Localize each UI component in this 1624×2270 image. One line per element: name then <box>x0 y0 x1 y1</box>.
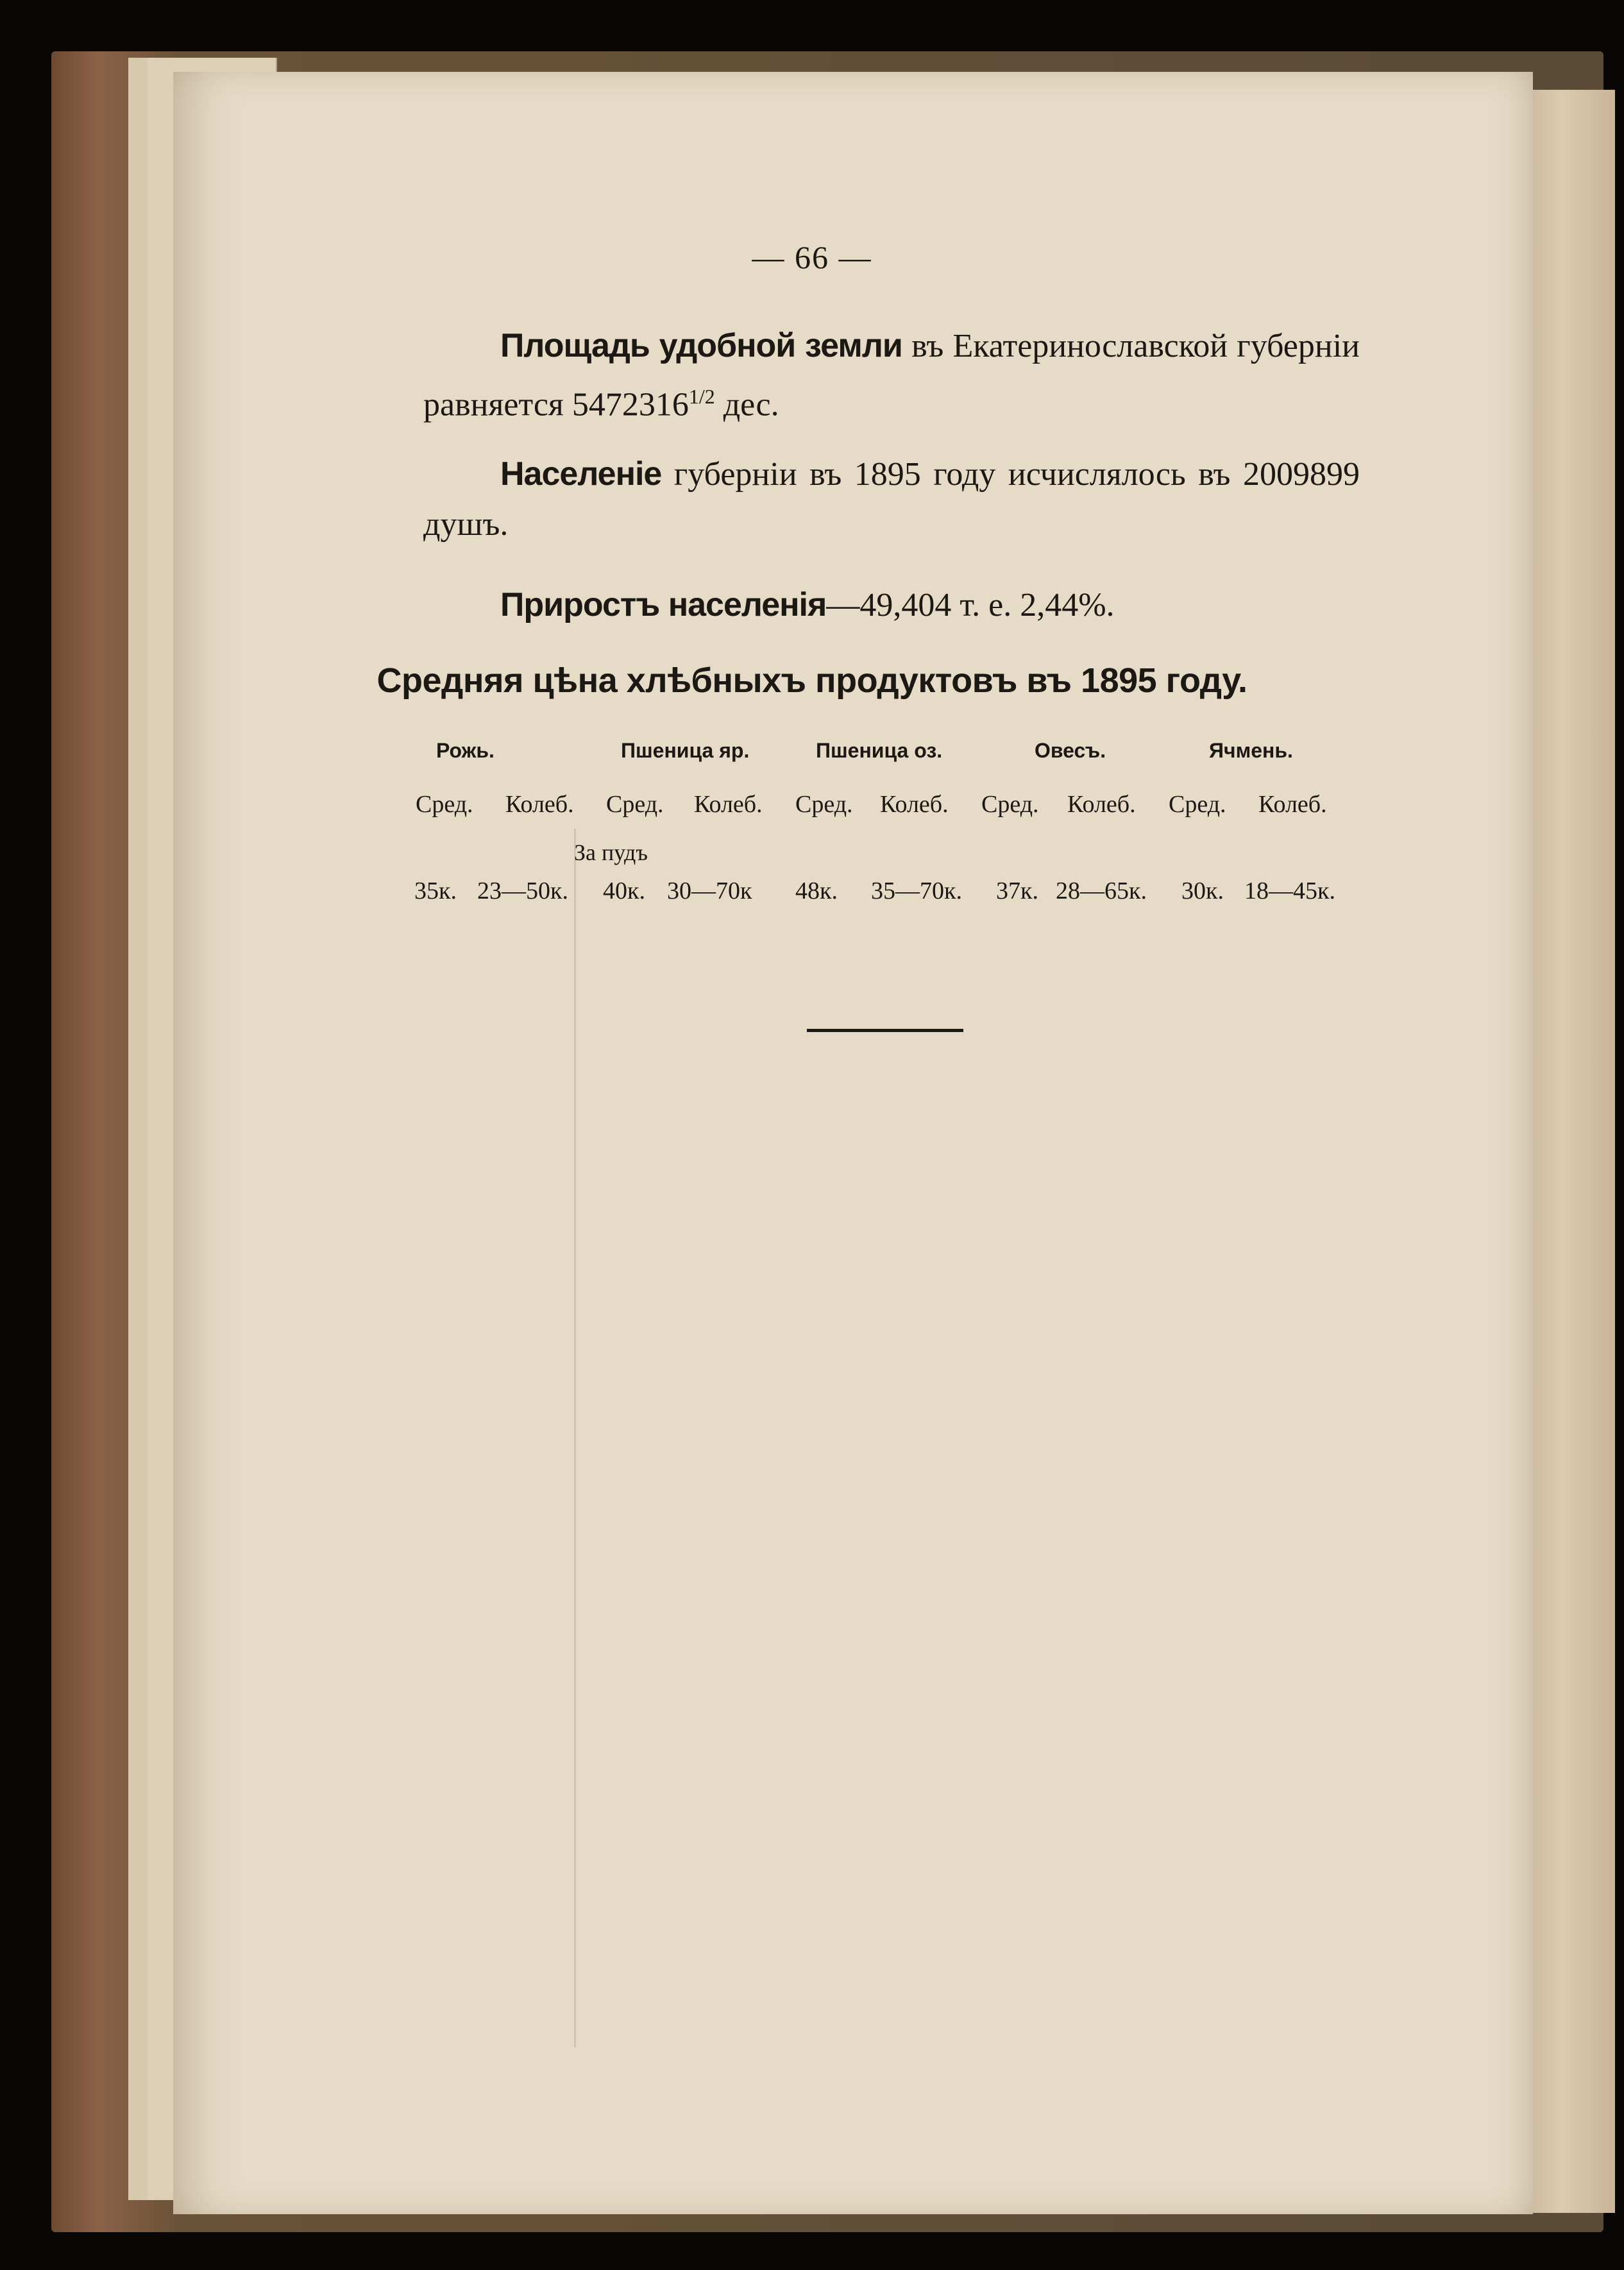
subheader: Колеб. <box>1067 791 1136 818</box>
price-table-title: Средняя цѣна хлѣбныхъ продуктовъ въ 1895 году. <box>376 661 1248 700</box>
subheader: Сред. <box>1169 791 1226 818</box>
subheader: Колеб. <box>1258 791 1327 818</box>
price-value: 35—70к. <box>871 877 962 904</box>
land-area-unit: дес. <box>715 386 779 423</box>
price-value: 23—50к. <box>477 877 568 904</box>
closing-rule <box>807 1029 963 1032</box>
subheader: Сред. <box>981 791 1039 818</box>
population-label: Населеніе <box>500 455 662 493</box>
price-value: 30—70к <box>667 877 752 904</box>
growth-label: Приростъ населенія <box>500 586 827 623</box>
grain-header: Рожь. <box>436 739 495 762</box>
price-value-row <box>416 877 1378 915</box>
subheader: Колеб. <box>694 791 763 818</box>
price-value: 40к. <box>603 877 645 904</box>
land-area-text: въ Екатеринославской губерніи равняется 5472316 <box>423 328 1360 423</box>
grain-header: Овесъ. <box>1035 739 1106 762</box>
page-number: — 66 — <box>752 239 872 275</box>
growth-paragraph <box>423 580 1360 631</box>
price-value: 37к. <box>996 877 1038 904</box>
price-value: 18—45к. <box>1244 877 1335 904</box>
price-value: 48к. <box>795 877 838 904</box>
grain-header: Ячмень. <box>1209 739 1293 762</box>
grain-header-row <box>410 739 1385 777</box>
subheader-row <box>416 790 1378 829</box>
price-value: 30к. <box>1181 877 1224 904</box>
population-paragraph <box>423 449 1360 550</box>
population-text: губерніи въ 1895 году исчислялось въ 2009899 душъ. <box>423 456 1360 543</box>
growth-text: —49,404 т. е. 2,44%. <box>826 587 1115 623</box>
subheader: Колеб. <box>505 791 574 818</box>
price-value: 35к. <box>414 877 457 904</box>
subheader: Сред. <box>795 791 853 818</box>
land-area-fraction: 1/2 <box>688 385 715 408</box>
subheader: Сред. <box>416 791 473 818</box>
grain-header: Пшеница оз. <box>816 739 943 762</box>
land-area-paragraph <box>423 321 1360 430</box>
land-area-label: Площадь удобной земли <box>500 327 902 364</box>
grain-header: Пшеница яр. <box>621 739 750 762</box>
unit-label: За пудъ <box>574 840 648 865</box>
price-value: 28—65к. <box>1056 877 1147 904</box>
subheader: Сред. <box>606 791 664 818</box>
subheader: Колеб. <box>880 791 949 818</box>
